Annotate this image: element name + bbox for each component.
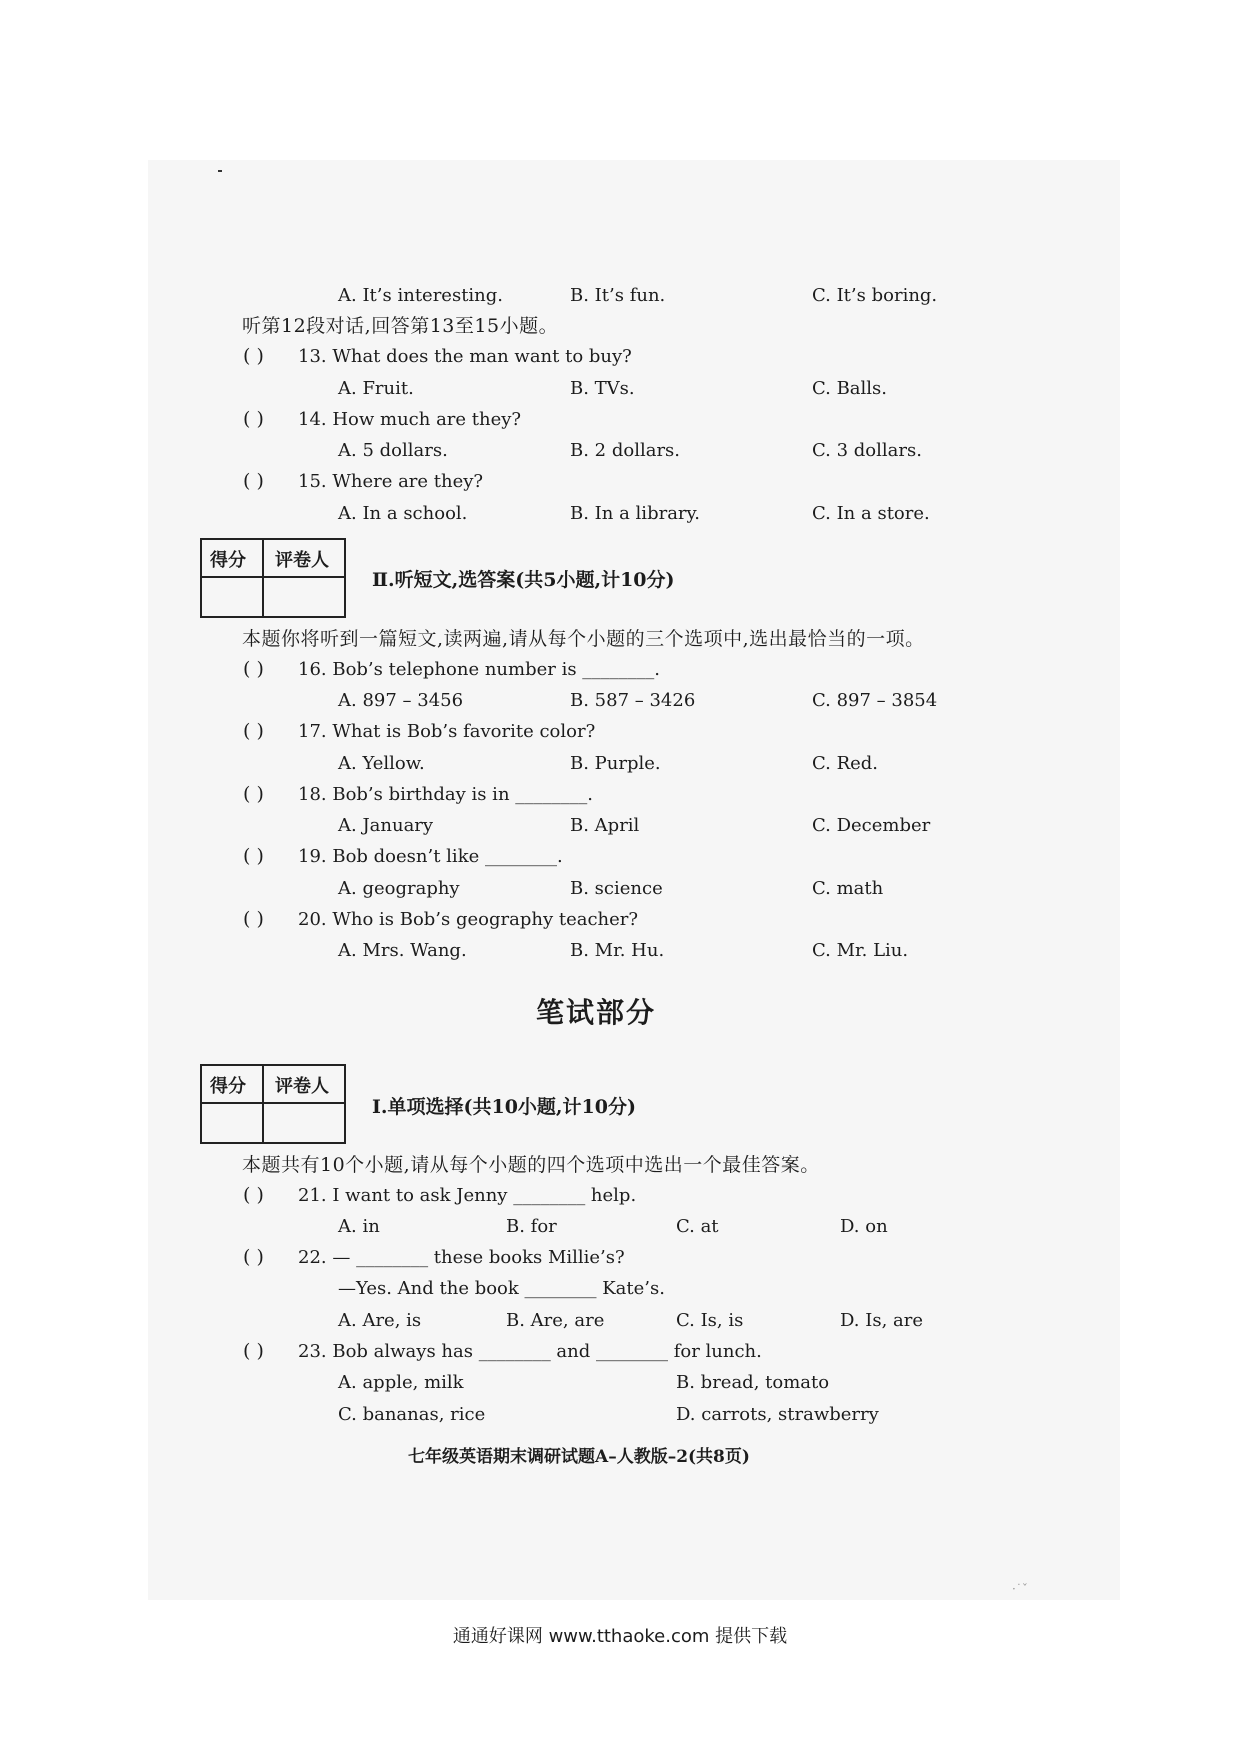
question-17: 17. What is Bob’s favorite color? — [298, 721, 596, 742]
q15-option-c: C. In a store. — [812, 503, 930, 524]
q14-option-a: A. 5 dollars. — [338, 440, 448, 461]
score-box-divider — [262, 540, 264, 616]
q20-option-c: C. Mr. Liu. — [812, 940, 909, 961]
q16-option-a: A. 897 – 3456 — [338, 690, 464, 711]
q23-option-d: D. carrots, strawberry — [676, 1404, 879, 1425]
scan-speck — [218, 170, 222, 172]
grader-label: 评卷人 — [275, 550, 329, 571]
q12-option-b: B. It’s fun. — [570, 285, 666, 306]
q13-option-c: C. Balls. — [812, 378, 888, 399]
question-18: 18. Bob’s birthday is in ________. — [298, 784, 593, 805]
answer-blank: ( ) — [243, 1246, 264, 1268]
q17-option-a: A. Yellow. — [338, 753, 425, 774]
q12-option-a: A. It’s interesting. — [338, 285, 504, 306]
answer-blank: ( ) — [243, 1340, 264, 1362]
q12-option-c: C. It’s boring. — [812, 285, 938, 306]
question-21: 21. I want to ask Jenny ________ help. — [298, 1185, 637, 1206]
score-box-divider — [262, 1066, 264, 1142]
score-label: 得分 — [210, 1076, 246, 1097]
q22-option-d: D. Is, are — [840, 1310, 924, 1331]
download-note: 通通好课网 www.tthaoke.com 提供下载 — [452, 1626, 788, 1647]
q20-option-a: A. Mrs. Wang. — [338, 940, 467, 961]
q13-option-a: A. Fruit. — [338, 378, 414, 399]
q19-option-c: C. math — [812, 878, 884, 899]
q22-option-a: A. Are, is — [338, 1310, 422, 1331]
q21-option-a: A. in — [338, 1216, 380, 1237]
q23-option-b: B. bread, tomato — [676, 1372, 830, 1393]
q17-option-b: B. Purple. — [570, 753, 661, 774]
answer-blank: ( ) — [243, 1184, 264, 1206]
q14-option-c: C. 3 dollars. — [812, 440, 922, 461]
score-label: 得分 — [210, 550, 246, 571]
written-part-heading: 笔试部分 — [536, 996, 657, 1029]
answer-blank: ( ) — [243, 345, 264, 367]
section-ii-instruction: 本题你将听到一篇短文,读两遍,请从每个小题的三个选项中,选出最恰当的一项。 — [242, 628, 925, 650]
q16-option-b: B. 587 – 3426 — [570, 690, 696, 711]
answer-blank: ( ) — [243, 720, 264, 742]
q13-option-b: B. TVs. — [570, 378, 635, 399]
answer-blank: ( ) — [243, 908, 264, 930]
q18-option-a: A. January — [338, 815, 434, 836]
answer-blank: ( ) — [243, 845, 264, 867]
answer-blank: ( ) — [243, 470, 264, 492]
q19-option-b: B. science — [570, 878, 663, 899]
q21-option-b: B. for — [506, 1216, 557, 1237]
q15-option-b: B. In a library. — [570, 503, 701, 524]
question-22-line2: —Yes. And the book ________ Kate’s. — [338, 1278, 665, 1299]
score-box — [200, 1064, 346, 1144]
question-15: 15. Where are they? — [298, 471, 484, 492]
q23-option-c: C. bananas, rice — [338, 1404, 486, 1425]
q15-option-a: A. In a school. — [338, 503, 468, 524]
score-box — [200, 538, 346, 618]
section-ii-title: Ⅱ.听短文,选答案(共5小题,计10分) — [372, 569, 675, 591]
q16-option-c: C. 897 – 3854 — [812, 690, 938, 711]
q19-option-a: A. geography — [338, 878, 460, 899]
answer-blank: ( ) — [243, 658, 264, 680]
q22-option-c: C. Is, is — [676, 1310, 744, 1331]
q21-option-c: C. at — [676, 1216, 719, 1237]
q20-option-b: B. Mr. Hu. — [570, 940, 665, 961]
grader-label: 评卷人 — [275, 1076, 329, 1097]
q17-option-c: C. Red. — [812, 753, 879, 774]
question-13: 13. What does the man want to buy? — [298, 346, 632, 367]
q14-option-b: B. 2 dollars. — [570, 440, 681, 461]
q23-option-a: A. apple, milk — [338, 1372, 464, 1393]
section-i-instruction: 本题共有10个小题,请从每个小题的四个选项中选出一个最佳答案。 — [242, 1154, 820, 1176]
section-i-title: Ⅰ.单项选择(共10小题,计10分) — [372, 1096, 636, 1118]
question-23: 23. Bob always has ________ and ________ for lunch. — [298, 1341, 762, 1362]
question-14: 14. How much are they? — [298, 409, 522, 430]
dialogue12-instruction: 听第12段对话,回答第13至15小题。 — [242, 315, 559, 337]
q22-option-b: B. Are, are — [506, 1310, 605, 1331]
q18-option-b: B. April — [570, 815, 640, 836]
answer-blank: ( ) — [243, 783, 264, 805]
question-16: 16. Bob’s telephone number is ________. — [298, 659, 661, 680]
question-22: 22. — ________ these books Millie’s? — [298, 1247, 625, 1268]
q21-option-d: D. on — [840, 1216, 888, 1237]
page-footer: 七年级英语期末调研试题A–人教版–2(共8页) — [408, 1447, 750, 1467]
question-19: 19. Bob doesn’t like ________. — [298, 846, 563, 867]
answer-blank: ( ) — [243, 408, 264, 430]
q18-option-c: C. December — [812, 815, 931, 836]
question-20: 20. Who is Bob’s geography teacher? — [298, 909, 639, 930]
scan-speck: ·˙ˇ — [1012, 1582, 1028, 1596]
